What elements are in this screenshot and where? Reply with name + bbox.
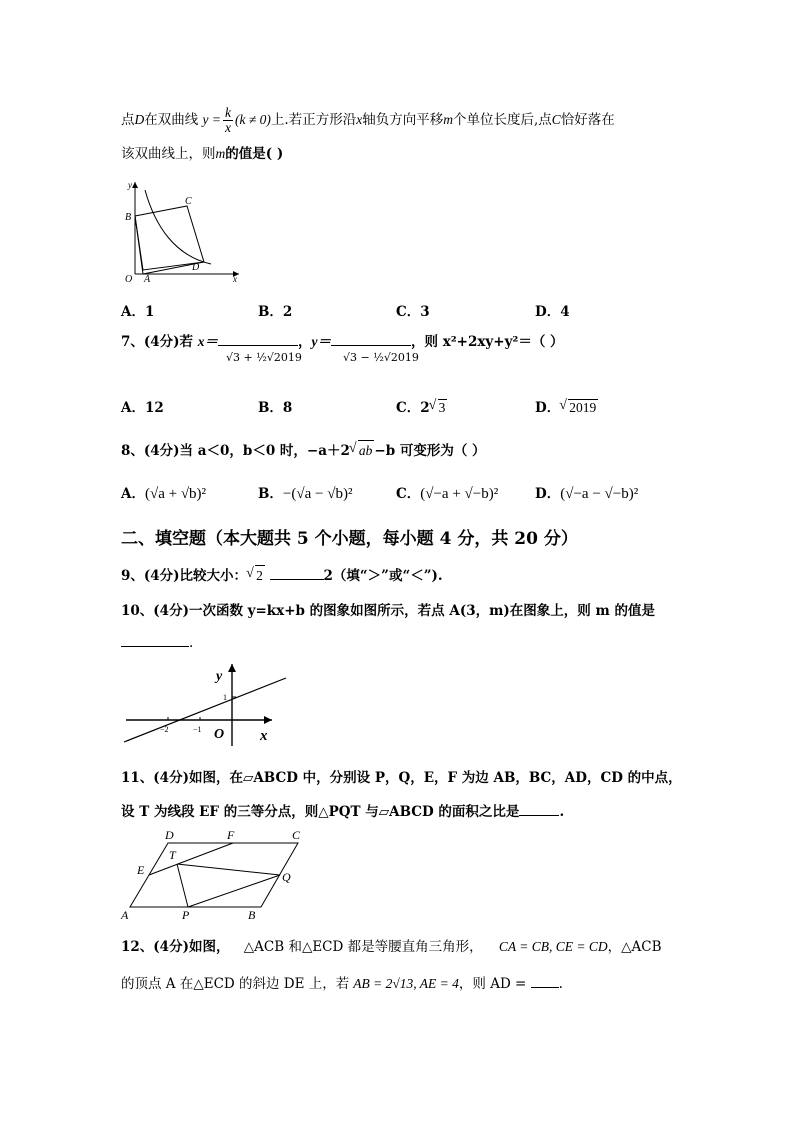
svg-text:C: C: [185, 196, 192, 207]
section-heading: 二、填空题（本大题共 5 个小题，每小题 4 分，共 20 分）: [121, 529, 578, 549]
q7-y-denominator: √3 − ½√2019: [343, 351, 419, 364]
q11-line1: 11、(4分)如图，在▱ABCD 中，分别设 P，Q，E，F 为边 AB，BC，AD，CD 的中点，: [121, 770, 682, 786]
q10-answer-blank: [121, 646, 189, 647]
svg-text:B: B: [125, 212, 132, 223]
q6-figure: [115, 176, 245, 284]
q6-option-a: A．1: [121, 304, 155, 320]
q8-option-b: B．−(√a − √b)²: [258, 486, 353, 502]
q11-line2: 设 T 为线段 EF 的三等分点，则△PQT 与▱ABCD 的面积之比是 .: [121, 804, 565, 820]
q12-answer-blank: [531, 987, 559, 988]
svg-text:Q: Q: [282, 870, 291, 884]
q6-option-d: D．4: [535, 304, 570, 320]
svg-text:D: D: [165, 828, 174, 842]
svg-text:E: E: [137, 863, 145, 877]
svg-text:F: F: [227, 828, 235, 842]
svg-text:y: y: [216, 669, 223, 684]
svg-text:B: B: [248, 908, 256, 922]
q8-option-c: C．(√−a + √−b)²: [396, 486, 499, 502]
q7-x-denominator: √3 + ½√2019: [226, 351, 302, 364]
q9-stem: 9、(4分)比较大小：√ 2 2（填“＞”或“＜”).: [121, 565, 443, 586]
svg-text:T: T: [169, 848, 176, 862]
q6-option-c: C．3: [396, 304, 430, 320]
svg-text:−1: −1: [193, 725, 202, 734]
q7-option-d: D．√ 2019: [535, 396, 598, 416]
q7-stem: 7、(4分)若 x＝ ，y＝ ，则 x²+2xy+y²＝（ ）: [121, 334, 564, 350]
q6-fraction: $\frac{k}{x}$: [225, 105, 232, 135]
svg-text:C: C: [292, 828, 301, 842]
svg-text:1: 1: [223, 693, 227, 702]
svg-text:D: D: [192, 262, 200, 273]
svg-text:P: P: [182, 908, 190, 922]
q11-answer-blank: [519, 815, 559, 816]
q10-answer-line: .: [121, 633, 193, 653]
q8-option-d: D．(√−a − √−b)²: [535, 486, 639, 502]
q10-figure: [120, 660, 290, 746]
q11-figure: [118, 826, 308, 922]
svg-text:x: x: [233, 274, 237, 284]
q6-option-b: B．2: [258, 304, 293, 320]
svg-text:O: O: [214, 727, 225, 742]
q12-line2: 的顶点 A 在△ECD 的斜边 DE 上，若 AB = 2√13, AE = 4，则 AD = .: [121, 976, 563, 992]
svg-text:A: A: [144, 274, 151, 284]
q8-option-a: A．(√a + √b)²: [121, 486, 207, 502]
q9-answer-blank: [270, 579, 324, 580]
q12-line1: 12、(4分)如图， △ACB 和△ECD 都是等腰直角三角形， CA = CB, CE = CD，△ACB: [121, 939, 662, 955]
q8-stem: 8、(4分)当 a＜0，b＜0 时，−a＋2√ ab −b 可变形为（ ）: [121, 440, 486, 461]
svg-text:−2: −2: [160, 725, 169, 734]
svg-text:A: A: [121, 908, 129, 922]
q7-option-a: A．12: [121, 400, 164, 416]
q6-line1: 点D在双曲线 y = $\frac{k}{x}$ (k ≠ 0)上.若正方形沿x轴负方向平移m个单位长度后,点C恰好落在: [121, 105, 615, 135]
q6-line2: 该双曲线上，则m的值是( ): [121, 146, 284, 162]
svg-text:y: y: [128, 180, 132, 190]
q7-option-c: C．2√ 3: [396, 396, 447, 416]
svg-text:x: x: [260, 728, 268, 744]
q10-stem: 10、(4分)一次函数 y=kx+b 的图象如图所示，若点 A(3，m)在图象上，则 m 的值是: [121, 603, 655, 619]
svg-text:O: O: [125, 274, 133, 284]
q7-option-b: B．8: [258, 400, 293, 416]
